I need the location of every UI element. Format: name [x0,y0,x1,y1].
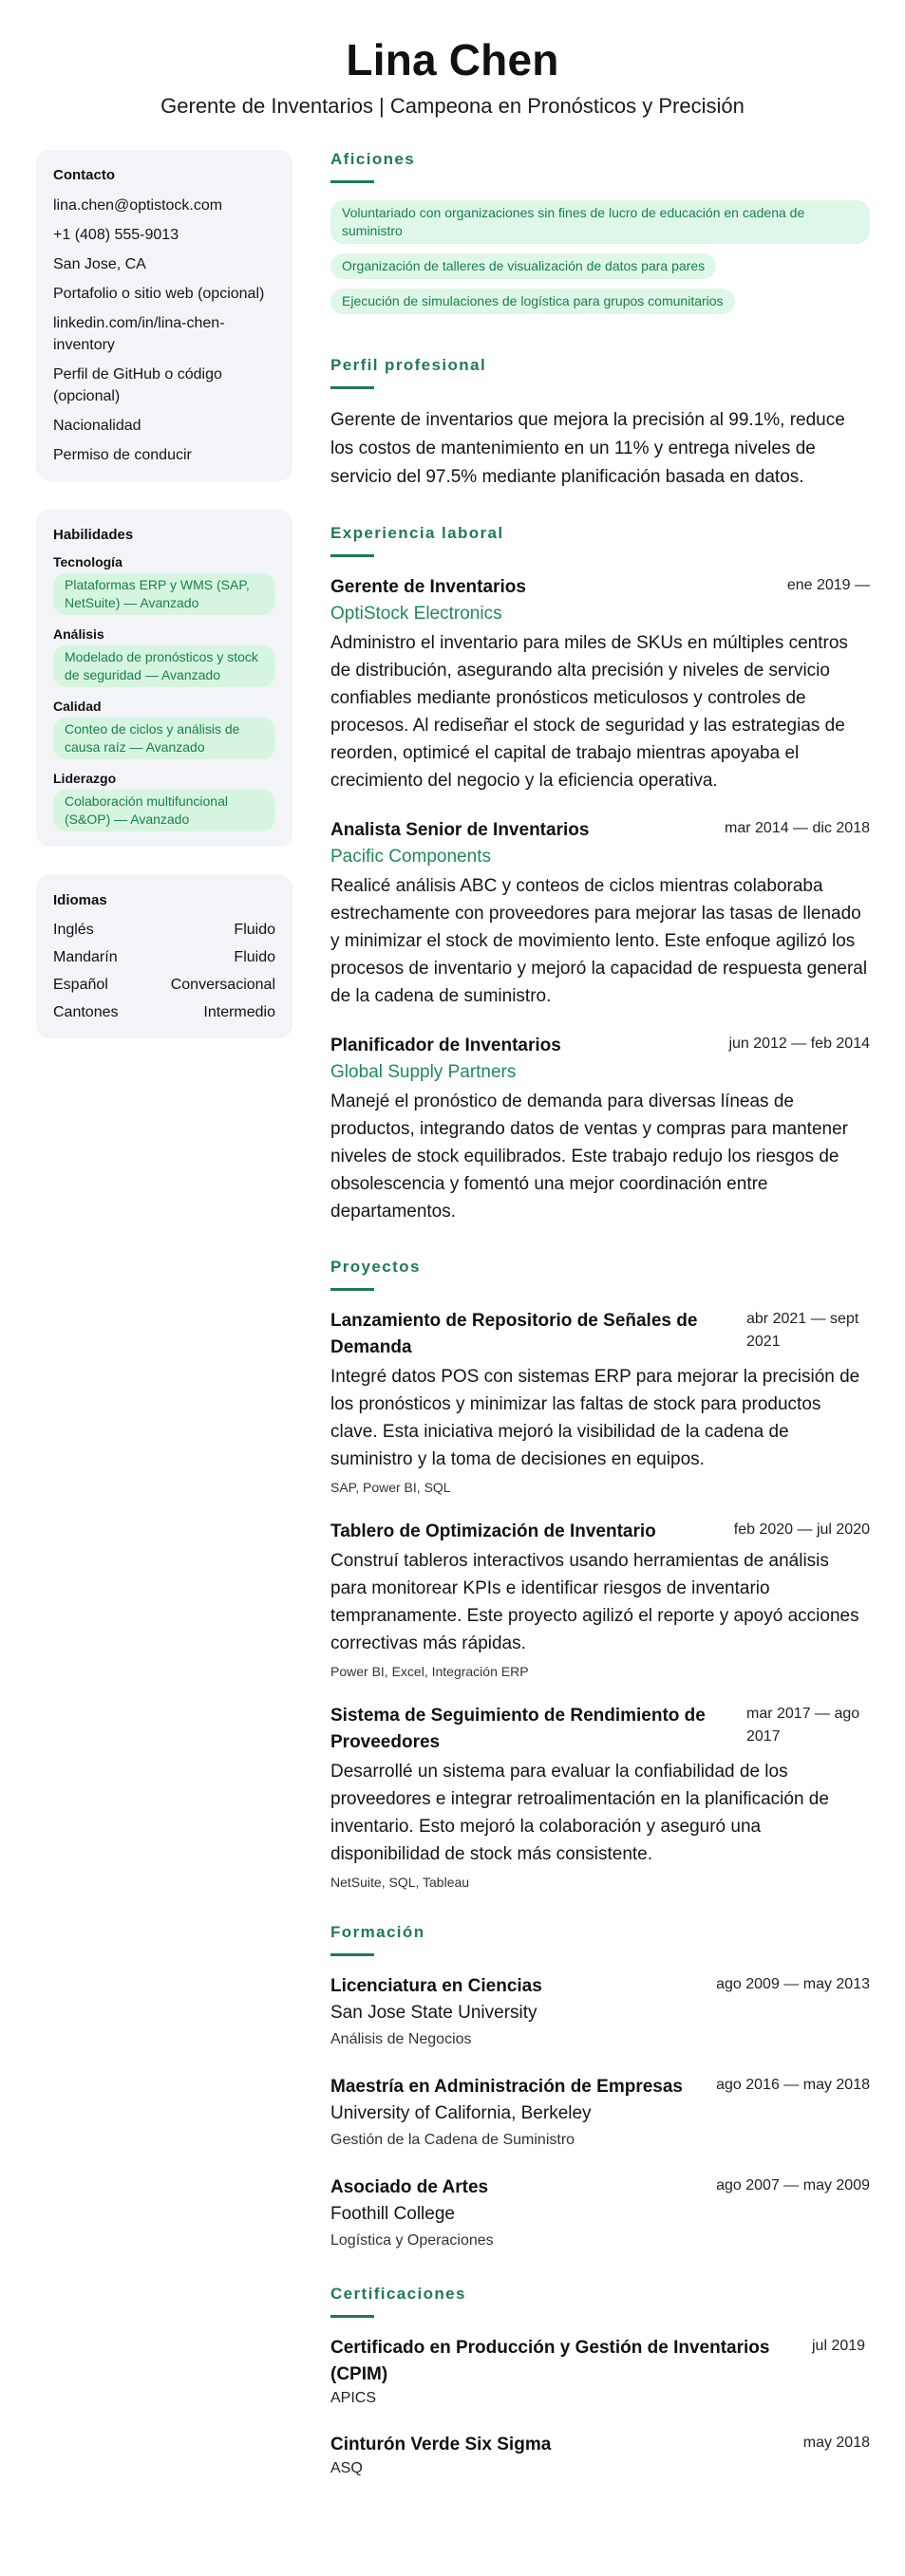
section-title: Certificaciones [330,2285,466,2303]
education-entry [330,2074,870,2152]
languages-card [36,875,292,1038]
language-level: Intermedio [203,1004,275,1020]
language-name: Cantones [53,1004,119,1020]
education-section [330,1923,870,2252]
contact-card [36,150,292,481]
skill-category: Tecnología [53,554,123,569]
skill-category: Análisis [53,626,104,642]
company-name: Global Supply Partners [330,1062,517,1082]
profile-section [330,356,870,492]
education-entry [330,1973,870,2051]
section-title: Proyectos [330,1258,421,1276]
education-date: ago 2007 — may 2009 [716,2177,870,2193]
certification-name: Cinturón Verde Six Sigma [330,2435,552,2455]
hobby-pill: Organización de talleres de visualización de datos para pares [330,253,716,279]
job-title: Gerente de Inventarios [330,577,526,597]
skill-pill: Modelado de pronósticos y stock de seguridad — Avanzado [53,645,275,687]
section-title: Experiencia laboral [330,524,504,542]
project-date: abr 2021 — sept 2021 [746,1311,859,1350]
contact-phone: +1 (408) 555-9013 [53,227,179,243]
language-row [53,947,275,968]
certification-date: may 2018 [802,2435,870,2451]
field-of-study: Análisis de Negocios [330,2031,472,2047]
hobby-pill: Ejecución de simulaciones de logística para grupos comunitarios [330,289,735,314]
project-tech: SAP, Power BI, SQL [330,1480,451,1495]
languages-title: Idiomas [53,892,107,908]
job-date: mar 2014 — dic 2018 [725,820,870,836]
section-title: Aficiones [330,150,416,168]
certification-entry [330,2335,870,2409]
degree-name: Licenciatura en Ciencias [330,1976,542,1996]
school-name: San Jose State University [330,2003,537,2023]
contact-nationality: Nacionalidad [53,418,141,434]
hobbies-section [330,150,870,324]
education-entry [330,2175,870,2252]
skills-title: Habilidades [53,527,134,543]
language-level: Fluido [234,922,275,938]
job-description: Administro el inventario para miles de SKUs en múltiples centros de distribución, asegurando alta precisión y niveles de servicio confiables mediante pronósticos meticulosos y controles de procesos. Al rediseñar el stock de seguridad y las estrategias de reorden, optimicé el capital de trabajo mientras apoyaba el crecimiento del negocio y la eficiencia operativa. [330,633,848,791]
profile-summary: Gerente de inventarios que mejora la precisión al 99.1%, reduce los costos de mantenimiento en un 11% y entrega niveles de servicio del 97.5% mediante planificación basada en datos. [330,410,845,487]
language-name: Mandarín [53,949,118,965]
contact-github: Perfil de GitHub o código (opcional) [53,366,222,404]
skill-group [53,699,275,759]
contact-email: lina.chen@optistock.com [53,197,223,214]
contact-linkedin: linkedin.com/in/lina-chen-inventory [53,315,225,353]
project-entry [330,1519,870,1680]
skill-group [53,626,275,687]
job-title: Analista Senior de Inventarios [330,820,590,840]
job-title: Planificador de Inventarios [330,1036,561,1055]
project-description: Construí tableros interactivos usando herramientas de análisis para monitorear KPIs e identificar riesgos de inventario tempranamente. Este proyecto agilizó el reporte y apoyó acciones correctivas más rápidas. [330,1551,859,1653]
skills-card [36,510,292,847]
job-description: Manejé el pronóstico de demanda para diversas líneas de productos, integrando datos de ventas y compras para mantener niveles de stock equilibrados. Este trabajo redujo los riesgos de obsolescencia y fomentó una mejor coordinación entre departamentos. [330,1092,848,1222]
contact-driving-license: Permiso de conducir [53,447,192,463]
section-divider [330,180,374,183]
section-title: Formación [330,1923,425,1941]
language-row [53,1002,275,1023]
candidate-headline: Gerente de Inventarios | Campeona en Pronósticos y Precisión [160,94,745,118]
education-date: ago 2009 — may 2013 [716,1976,870,1992]
degree-name: Asociado de Artes [330,2177,489,2197]
hobby-list [330,200,870,324]
project-entry [330,1703,870,1891]
section-divider [330,554,374,557]
field-of-study: Gestión de la Cadena de Suministro [330,2132,575,2148]
experience-section [330,524,870,1225]
skill-category: Liderazgo [53,771,117,786]
certification-issuer: APICS [330,2390,377,2406]
project-name: Sistema de Seguimiento de Rendimiento de Proveedores [330,1706,706,1752]
section-divider [330,1953,374,1956]
project-name: Lanzamiento de Repositorio de Señales de Demanda [330,1311,698,1357]
certifications-section [330,2285,870,2479]
certification-date: jul 2019 [812,2338,866,2354]
language-level: Conversacional [170,977,275,993]
certification-entry [330,2432,870,2479]
skill-category: Calidad [53,699,102,714]
language-name: Español [53,977,108,993]
company-name: OptiStock Electronics [330,604,502,624]
project-name: Tablero de Optimización de Inventario [330,1521,656,1541]
contact-portfolio: Portafolio o sitio web (opcional) [53,286,265,302]
skill-pill: Plataformas ERP y WMS (SAP, NetSuite) — Avanzado [53,573,275,615]
language-row [53,975,275,996]
certification-name: Certificado en Producción y Gestión de Inventarios (CPIM) [330,2338,770,2384]
job-description: Realicé análisis ABC y conteos de ciclos mientras colaboraba estrechamente con proveedores para mejorar las tasas de llenado y minimizar el stock de movimiento lento. Este enfoque agilizó los procesos de inventario y mejoró la capacidad de respuesta general de la cadena de suministro. [330,876,868,1006]
project-date: feb 2020 — jul 2020 [733,1521,870,1538]
field-of-study: Logística y Operaciones [330,2232,494,2249]
section-divider [330,1288,374,1291]
skill-pill: Colaboración multifuncional (S&OP) — Avanzado [53,790,275,831]
section-divider [330,2315,374,2318]
job-date: jun 2012 — feb 2014 [728,1036,870,1052]
experience-entry [330,1033,870,1225]
candidate-name: Lina Chen [346,35,559,84]
project-description: Integré datos POS con sistemas ERP para mejorar la precisión de los pronósticos y minimizar las faltas de stock para productos clave. Esta iniciativa mejoró la visibilidad de la cadena de suministro y la toma de decisiones en equipos. [330,1367,860,1469]
projects-section [330,1258,870,1891]
degree-name: Maestría en Administración de Empresas [330,2077,683,2097]
project-date: mar 2017 — ago 2017 [746,1706,860,1745]
section-title: Perfil profesional [330,356,487,374]
language-level: Fluido [234,949,275,965]
language-name: Inglés [53,922,94,938]
project-tech: Power BI, Excel, Integración ERP [330,1664,529,1679]
skill-group [53,771,275,831]
experience-entry [330,574,870,794]
sidebar [36,150,292,2511]
language-row [53,920,275,941]
job-date: ene 2019 — [786,577,870,593]
company-name: Pacific Components [330,847,491,867]
main-column [330,150,870,2511]
certification-issuer: ASQ [330,2460,363,2476]
project-tech: NetSuite, SQL, Tableau [330,1875,470,1890]
education-date: ago 2016 — may 2018 [716,2077,870,2093]
resume-header [36,34,869,120]
resume-body [36,150,869,2511]
skill-group [53,554,275,615]
school-name: University of California, Berkeley [330,2103,592,2123]
contact-title: Contacto [53,167,115,183]
skill-pill: Conteo de ciclos y análisis de causa raíz — Avanzado [53,718,275,759]
project-entry [330,1308,870,1496]
school-name: Foothill College [330,2204,455,2224]
hobby-pill: Voluntariado con organizaciones sin fines de lucro de educación en cadena de suministro [330,200,870,244]
section-divider [330,386,374,389]
contact-location: San Jose, CA [53,256,146,272]
project-description: Desarrollé un sistema para evaluar la confiabilidad de los proveedores e integrar retroalimentación en la planificación de inventario. Esto mejoró la colaboración y aseguró una disponibilidad de stock más consistente. [330,1762,829,1864]
experience-entry [330,817,870,1010]
